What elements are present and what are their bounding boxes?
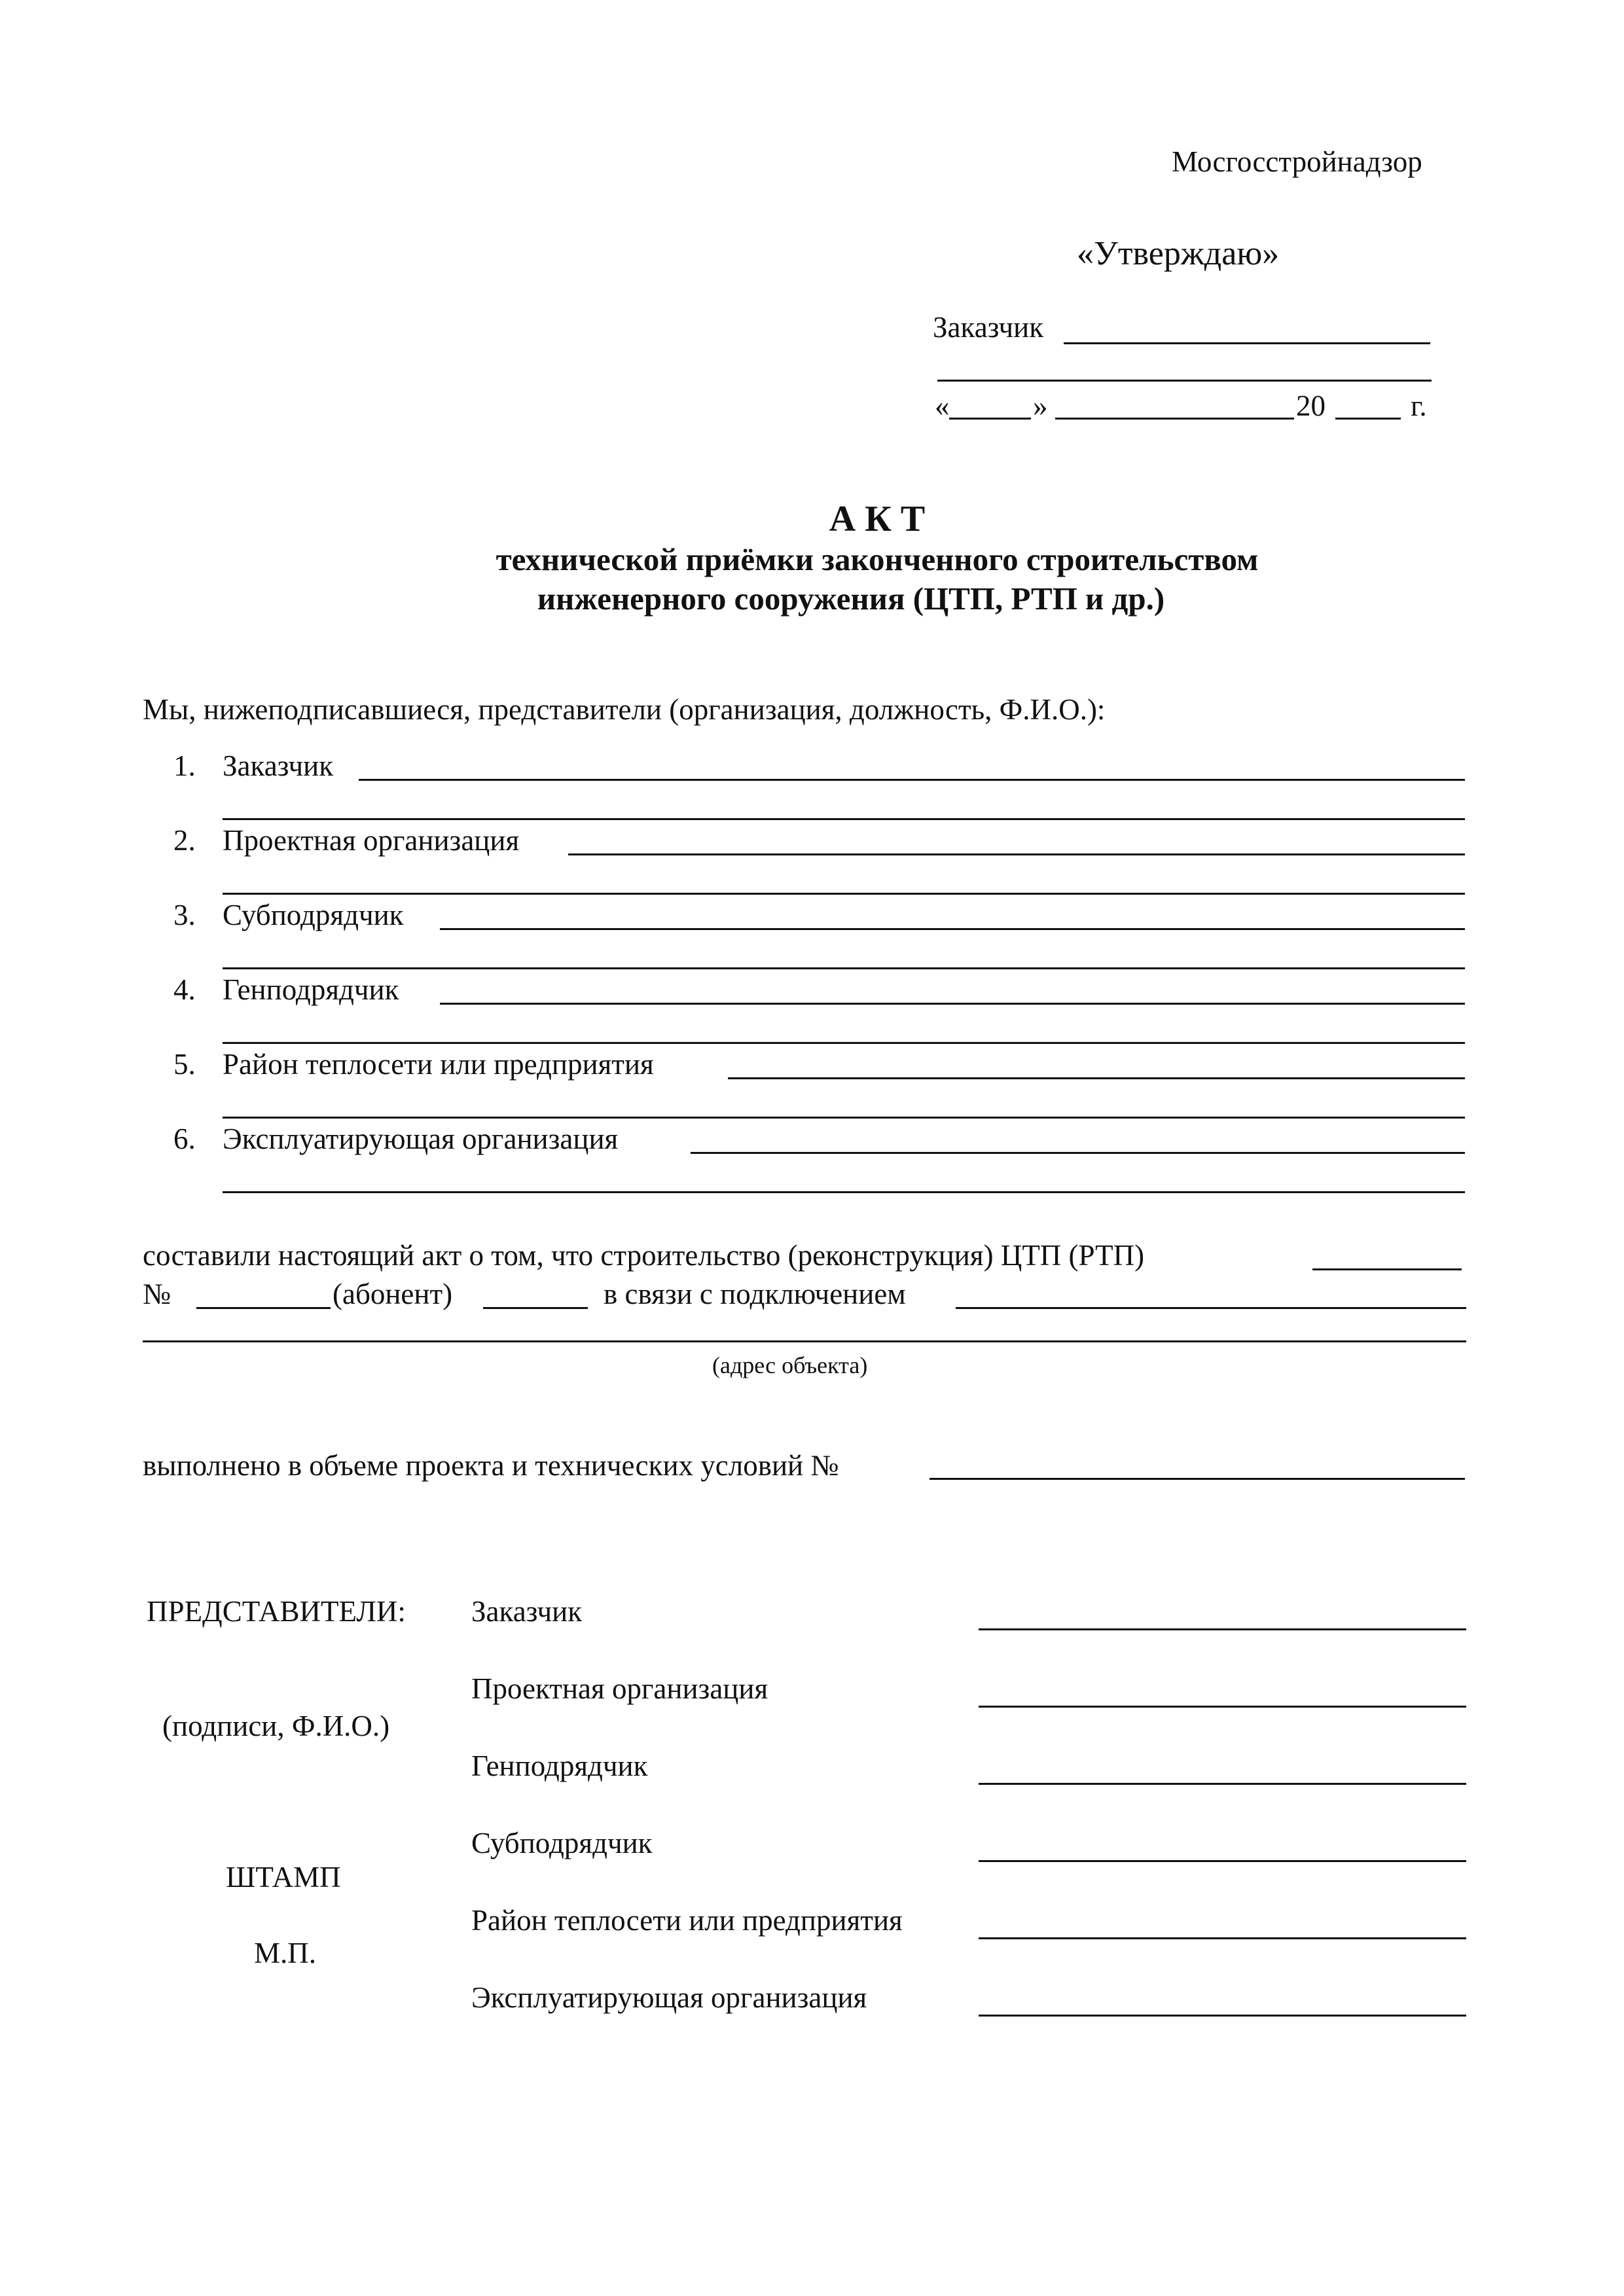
approver-signature-line[interactable] [1064,342,1430,344]
participant-label: Заказчик [223,749,334,782]
participant-input-line[interactable] [568,853,1465,855]
completion-text: выполнено в объеме проекта и технических условий № [143,1449,839,1482]
approver-customer-label: Заказчик [933,311,1044,344]
participant-continuation-line[interactable] [223,1117,1465,1119]
participant-continuation-line[interactable] [223,1191,1465,1193]
document-title: А К Т [829,499,926,539]
signature-role: Проектная организация [471,1672,768,1705]
participant-number: 3. [173,899,196,931]
participant-input-line[interactable] [691,1152,1465,1154]
connection-label: в связи с подключением [604,1278,906,1310]
intro-text: Мы, нижеподписавшиеся, представители (организация, должность, Ф.И.О.): [143,693,1106,726]
signature-line[interactable] [979,1706,1466,1708]
participant-label: Генподрядчик [223,973,399,1006]
date-day-line[interactable] [949,418,1031,420]
signature-role: Заказчик [471,1595,583,1628]
document-subtitle-1: технической приёмки законченного строительством [496,541,1259,577]
agency-name: Мосгосстройнадзор [1172,145,1422,178]
participant-label: Проектная организация [223,824,520,857]
participant-input-line[interactable] [359,779,1465,781]
seal-label: М.П. [254,1937,317,1969]
participant-input-line[interactable] [440,1003,1465,1005]
signature-line[interactable] [979,2015,1466,2017]
participant-continuation-line[interactable] [223,818,1465,820]
signature-role: Эксплуатирующая организация [471,1981,867,2014]
signature-line[interactable] [979,1860,1466,1862]
participant-input-line[interactable] [440,928,1465,930]
representatives-heading: ПРЕДСТАВИТЕЛИ: [147,1595,406,1628]
participant-input-line[interactable] [728,1077,1465,1079]
signature-line[interactable] [979,1628,1466,1630]
signature-role: Субподрядчик [471,1827,653,1859]
signature-role: Район теплосети или предприятия [471,1904,903,1937]
date-quote-close: » [1033,389,1048,422]
address-line[interactable] [143,1340,1466,1342]
date-month-line[interactable] [1055,418,1294,420]
address-caption: (адрес объекта) [712,1352,868,1378]
number-sign: № [143,1278,171,1310]
participant-continuation-line[interactable] [223,1042,1465,1044]
participant-continuation-line[interactable] [223,893,1465,895]
stamp-label: ШТАМП [226,1861,341,1893]
participant-number: 1. [173,749,196,782]
tsp-number-line[interactable] [1312,1268,1462,1270]
connection-line[interactable] [956,1307,1466,1309]
subscriber-line[interactable] [483,1307,588,1309]
date-quote-open: « [935,389,950,422]
signature-role: Генподрядчик [471,1749,648,1782]
participant-label: Район теплосети или предприятия [223,1048,654,1081]
participant-number: 4. [173,973,196,1006]
signature-line[interactable] [979,1783,1466,1785]
document-subtitle-2: инженерного сооружения (ЦТП, РТП и др.) [537,581,1165,617]
signatures-note: (подписи, Ф.И.О.) [162,1710,390,1742]
signature-line[interactable] [979,1937,1466,1939]
participant-label: Эксплуатирующая организация [223,1122,619,1155]
participant-continuation-line[interactable] [223,967,1465,969]
date-year-suffix: г. [1411,389,1427,422]
participant-number: 2. [173,824,196,857]
participant-number: 6. [173,1122,196,1155]
date-year-line[interactable] [1335,418,1401,420]
participant-label: Субподрядчик [223,899,404,931]
date-year-prefix: 20 [1296,389,1326,422]
approver-name-line[interactable] [937,380,1432,382]
statement-line-1: составили настоящий акт о том, что строительство (реконструкция) ЦТП (РТП) [143,1239,1145,1272]
subscriber-label: (абонент) [333,1278,453,1310]
tsp-id-line[interactable] [196,1307,331,1309]
tech-conditions-number-line[interactable] [929,1478,1465,1480]
approve-heading: «Утверждаю» [1077,235,1280,272]
participant-number: 5. [173,1048,196,1081]
